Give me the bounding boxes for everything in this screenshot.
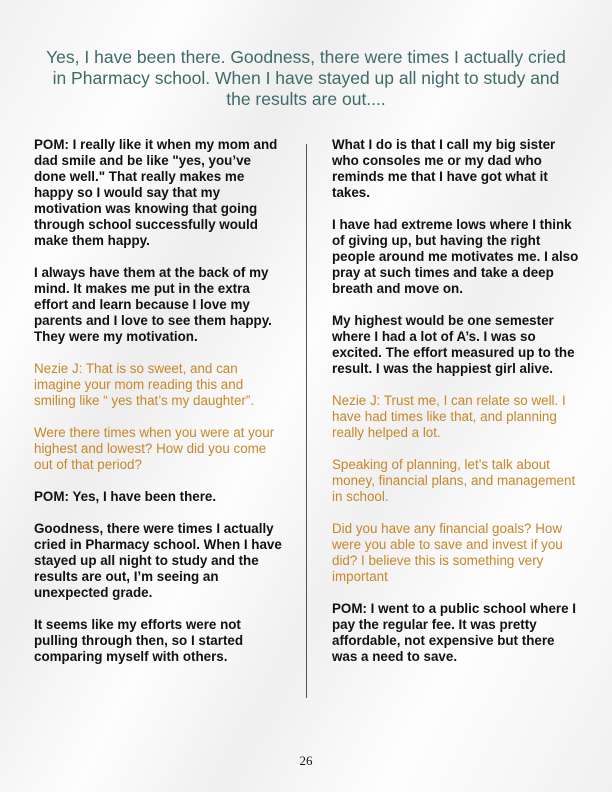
page-number: 26 [299,753,313,768]
interviewer-paragraph: Were there times when you were at your highest and lowest? How did you come out of that period? [34,425,275,472]
paragraph: My highest would be one semester where I had a lot of A’s. I was so excited. The effort measured up to the result. I was the happiest girl alive. [332,313,575,376]
paragraph: It seems like my efforts were not pulling through then, so I started comparing myself with others. [34,617,244,664]
paragraph: What I do is that I call my big sister who consoles me or my dad who reminds me that I have got what it takes. [332,137,556,200]
paragraph: I always have them at the back of my mind. It makes me put in the extra effort and learn because I love my parents and I love to see them happy. They were my motivation. [34,265,272,344]
paragraph: POM: I went to a public school where I pay the regular fee. It was pretty affordable, not expensive but there was a need to save. [332,601,577,664]
paragraph: Goodness, there were times I actually cried in Pharmacy school. When I have stayed up all night to study and the results are out, I’m seeing an unexpected grade. [34,521,282,600]
paragraph: POM: Yes, I have been there. [34,489,217,504]
right-column [332,137,582,681]
paragraph: POM: I really like it when my mom and dad smile and be like "yes, you’ve done well." That really makes me happy so I would say that my motivation was knowing that going through school successfully would make them happy. [34,137,278,248]
interviewer-paragraph: Did you have any financial goals? How were you able to save and invest if you did? I believe this is something very important [332,521,563,584]
left-column [34,137,282,681]
pull-quote: Yes, I have been there. Goodness, there were times I actually cried in Pharmacy school. When I have stayed up all night to study and the results are out.... [46,47,566,109]
column-divider [306,144,307,698]
interviewer-paragraph: Nezie J: Trust me, I can relate so well. I have had times like that, and planning really helped a lot. [332,393,566,440]
paragraph: I have had extreme lows where I think of giving up, but having the right people around me motivates me. I also pray at such times and take a deep breath and move on. [332,217,579,296]
interviewer-paragraph: Nezie J: That is so sweet, and can imagine your mom reading this and smiling like “ yes that’s my daughter”. [34,361,255,408]
interviewer-paragraph: Speaking of planning, let’s talk about money, financial plans, and management in school. [332,457,576,504]
